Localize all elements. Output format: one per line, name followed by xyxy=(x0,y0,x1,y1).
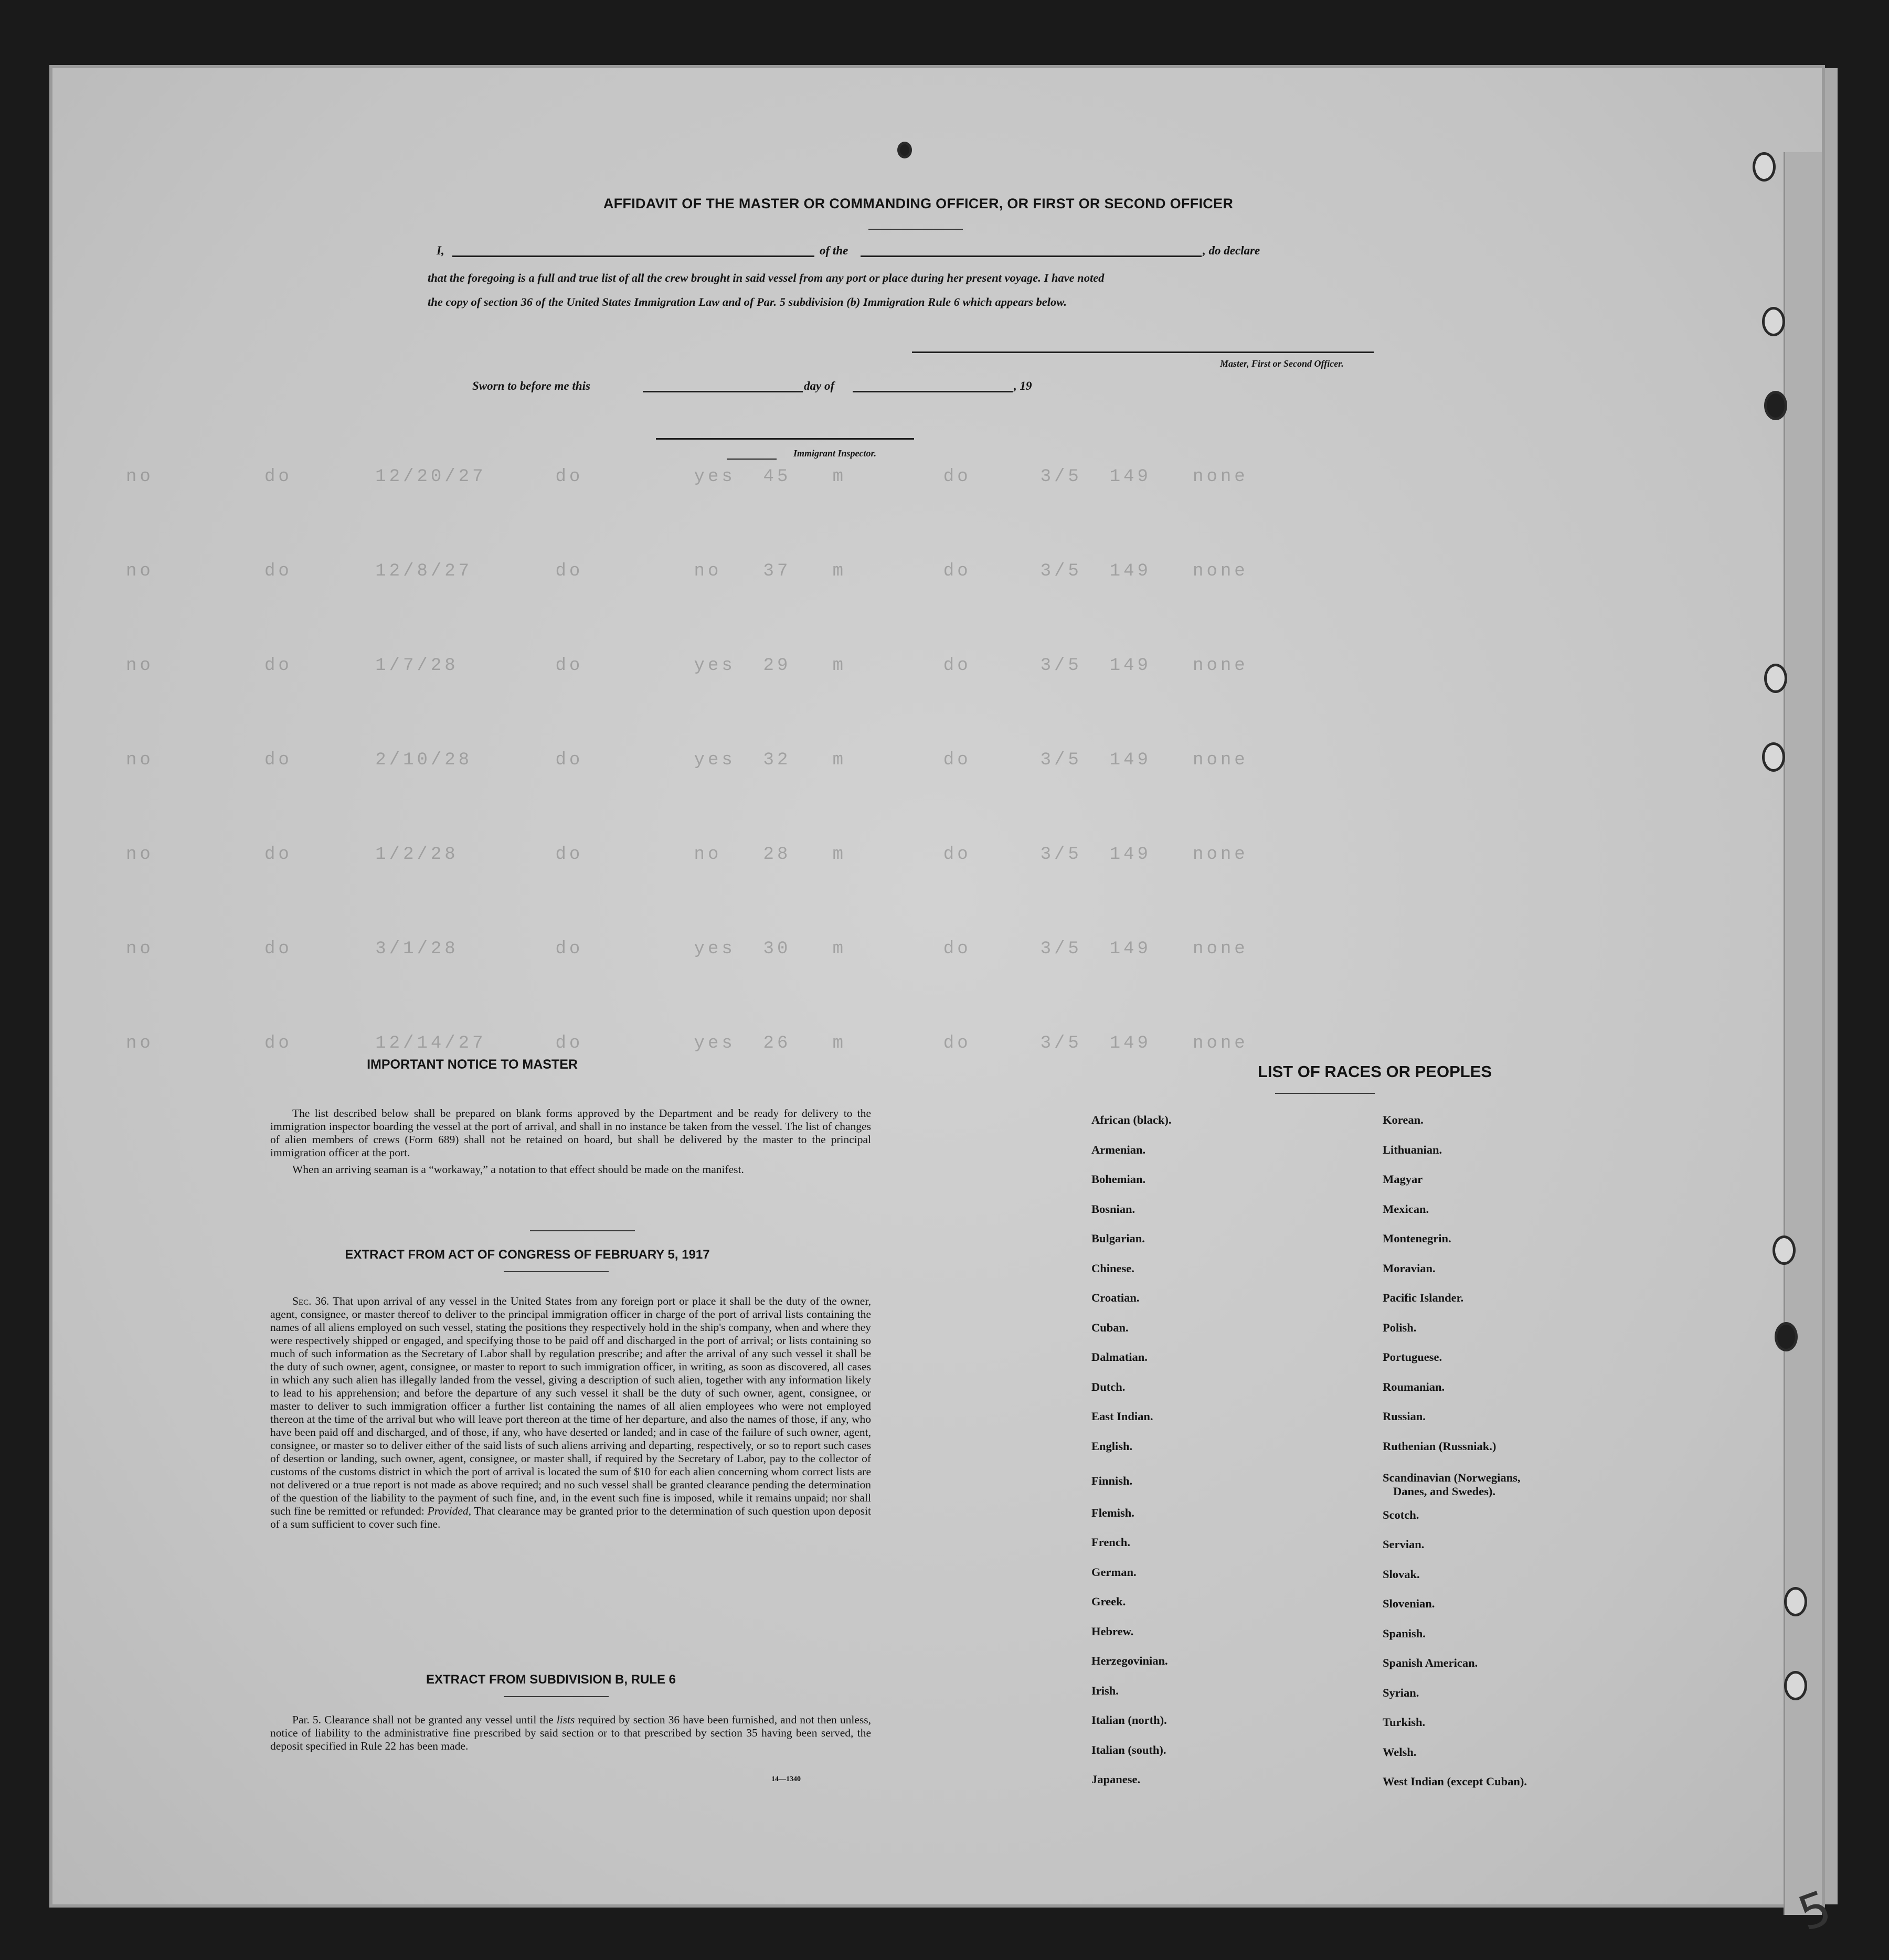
document-sheet: no do 12/20/27 do yes 45 m do 3/5 149 none no do 12/8/27 do no 37 m do 3/5 149 none no do 1/7/28 do yes 29 m do 3/5 149 none no do 2/10/28 do yes 32 m do 3/5 149 none no do 1/2/28 do no 28 m do 3/5 149 none no do 3/1/28 do yes 30 m do 3/5 149 none no do 12/14/27 do yes 26 m do 3/5 149 none AFFIDAVIT OF THE MASTER OR COMMANDING OFFICER, OR FIRST OR SECOND OFFICER I, of the , do declare that the foregoing is a full and true list of all the crew brought in said vessel from any port or place during her present voyage. I have noted the copy of section 36 of the United States Immigration Law and of Par. 5 subdivision (b) Immigration Rule 6 which appears below. Master, First or Second Officer. Sworn to before me this day of , 19 Immigrant Inspector. IMPORTANT NOTICE TO MASTER The list described below shall be prepared on blank forms approved by the Department and be ready for delivery to the immigration inspector boarding the vessel at the port of arrival, and shall in no instance be taken from the vessel. The list of changes of alien members of crews (Form 689) shall not be retained on board, but shall be delivered by the master to the principal immigration officer at the port. When an arriving seaman is a “workaway,” a notation to that effect should be made on the manifest. EXTRACT FROM ACT OF CONGRESS OF FEBRUARY 5, 1917 Sec. 36. That upon arrival of any vessel in the United States from any foreign port or place it shall be the duty of the owner, agent, consignee, or master thereof to deliver to the principal immigration officer in charge of the port of arrival lists containing the names of all aliens employed on such vessel, stating the positions they respectively hold in the ship's company, when and where they were respectively shipped or engaged, and specifying those to be paid off and discharged in the port of arrival; or lists containing so much of such information as the Secretary of Labor shall by regulation prescribe; and after the arrival of any such vessel it shall be the duty of such owner, agent, consignee, or master to report to such immigration officer, in writing, as soon as discovered, all cases in which any such alien has illegally landed from the vessel, giving a description of such alien, together with any information likely to lead to his apprehension; and before the departure of any such vessel it shall be the duty of such owner, agent, consignee, or master to deliver to such immigration officer a further list containing the names of all alien employees who were not employed thereon at the time of the arrival but who will leave port thereon at the time of her departure, and also the names of those, if any, who have been paid off and discharged, and of those, if any, who have deserted or landed; and in case of the failure of such owner, agent, consignee, or master so to deliver either of the said lists of such aliens arriving and departing, respectively, or so to report such cases of desertion or landing, such owner, agent, consignee, or master shall, if required by the Secretary of Labor, pay to the collector of customs of the customs district in which the port of arrival is located the sum of $10 for each alien concerning whom correct lists are not delivered or a true report is not made as above required; and no such vessel shall be granted clearance pending the determination of the question of the liability to the payment of such fine, and, in the event such fine is imposed, while it remains unpaid; nor shall such fine be remitted or refunded: Provided, That clearance may be granted prior to the determination of such question upon deposit of a sum sufficient to cover such fine. EXTRACT FROM SUBDIVISION B, RULE 6 Par. 5. Clearance shall not be granted any vessel until the lists required by section 36 have been furnished, and not then unless, notice of liability to the administrative fine prescribed by said section or to that prescribed by section 35 having been served, the deposit specified in Rule 22 has been made. 14—1340 LIST OF RACES OR PEOPLES African (black). Armenian. Bohemian. Bosnian. Bulgarian. Chinese. Croatian. Cuban. Dalmatian. Dutch. East Indian. English. Finnish. Flemish. French. German. Greek. Hebrew. Herzegovinian. Irish. Italian (north). Italian (south). Japanese. Korean. Lithuanian. Magyar Mexican. Montenegrin. Moravian. Pacific Islander. Polish. Portuguese. Roumanian. Russian. Ruthenian (Russniak.) Scandinavian (Norwegians, Danes, and Swedes). Scotch. Servian. Slovak. Slovenian. Spanish. Spanish American. Syrian. Turkish. Welsh. West Indian (except Cuban). 5 xyxy=(52,68,1822,1904)
race-item: Armenian. xyxy=(1091,1143,1146,1156)
race-item: East Indian. xyxy=(1091,1410,1153,1423)
extract-act-title: EXTRACT FROM ACT OF CONGRESS OF FEBRUARY 5, 1917 xyxy=(345,1248,710,1262)
inspector-caption: Immigrant Inspector. xyxy=(793,448,877,459)
race-item: Ruthenian (Russniak.) xyxy=(1383,1439,1497,1453)
divider xyxy=(1275,1093,1375,1094)
notice-paragraph-1: The list described below shall be prepared on blank forms approved by the Department and be ready for delivery to the immigration inspector boarding the vessel at the port of arrival, and shall in no instance be taken from the vessel. The list of changes of alien members of crews (Form 689) shall not be retained on board, but shall be delivered by the master to the principal immigration officer at the port. xyxy=(270,1107,871,1159)
punch-hole xyxy=(1784,1587,1807,1616)
affidavit-declare-text: , do declare xyxy=(1203,244,1260,257)
race-item: Spanish American. xyxy=(1383,1656,1478,1669)
proviso-text: That clearance may be granted prior to the determination of such question upon deposit of a sum sufficient to cover such fine. xyxy=(270,1505,871,1530)
race-item-continued: Danes, and Swedes). xyxy=(1393,1485,1496,1498)
sworn-label: Sworn to before me this xyxy=(472,379,590,392)
race-item: Russian. xyxy=(1383,1410,1426,1423)
race-item: Welsh. xyxy=(1383,1745,1417,1759)
race-item: Spanish. xyxy=(1383,1626,1426,1640)
divider xyxy=(504,1271,609,1272)
punch-hole xyxy=(897,142,912,158)
race-item: Dutch. xyxy=(1091,1380,1126,1393)
race-item: Roumanian. xyxy=(1383,1380,1445,1393)
race-item: Slovak. xyxy=(1383,1567,1420,1581)
race-item: Hebrew. xyxy=(1091,1624,1134,1638)
extract-act-text xyxy=(270,1295,871,1531)
declarant-name-field[interactable] xyxy=(452,255,814,257)
race-item: Flemish. xyxy=(1091,1506,1134,1519)
signature-caption: Master, First or Second Officer. xyxy=(1220,358,1344,369)
pencil-page-number: 5 xyxy=(1791,1880,1839,1942)
punch-hole xyxy=(1784,1671,1807,1700)
sworn-month-field[interactable] xyxy=(853,391,1013,392)
affidavit-vessel-label: of the xyxy=(820,244,848,257)
race-item: West Indian (except Cuban). xyxy=(1383,1775,1527,1788)
race-item: Italian (north). xyxy=(1091,1713,1167,1727)
race-item: Korean. xyxy=(1383,1113,1424,1126)
race-item: Lithuanian. xyxy=(1383,1143,1442,1156)
divider xyxy=(504,1696,609,1697)
race-item: Dalmatian. xyxy=(1091,1350,1148,1364)
affidavit-line-2: that the foregoing is a full and true list of all the crew brought in said vessel from any port or place during her present voyage. I have noted xyxy=(428,271,1105,284)
race-item: Chinese. xyxy=(1091,1261,1134,1275)
sworn-day-field[interactable] xyxy=(643,391,803,392)
race-item: Cuban. xyxy=(1091,1320,1129,1334)
race-item: Bohemian. xyxy=(1091,1173,1146,1186)
section-36-text: That upon arrival of any vessel in the United States from any foreign port or place it shall be the duty of the owner, agent, consignee, or master thereof to deliver to the principal immigration officer in charge of the port of arrival lists containing the names of all aliens employed on such vessel, stating the positions they respectively hold in the ship's company, when and where they were respectively shipped or engaged, and specifying those to be paid off and discharged in the port of arrival; or lists containing so much of such information as the Secretary of Labor shall by regulation prescribe; and after the arrival of any such vessel it shall be the duty of such owner, agent, consignee, or master to report to such immigration officer, in writing, as soon as discovered, all cases in which any such alien has illegally landed from the vessel, giving a description of such alien, together with any information likely to lead to his apprehension; and before the departure of any such vessel it shall be the duty of such owner, agent, consignee, or master to deliver to such immigration officer a further list containing the names of all alien employees who were not employed thereon at the time of the arrival but who will leave port thereon at the time of her departure, and also the names of those, if any, who have been paid off and discharged, and of those, if any, who have deserted or landed; and in case of the failure of such owner, agent, consignee, or master so to deliver either of the said lists of such aliens arriving and departing, respectively, or so to report such cases of desertion or landing, such owner, agent, consignee, or master shall, if required by the Secretary of Labor, pay to the collector of customs of the customs district in which the port of arrival is located the sum of $10 for each alien concerning whom correct lists are not delivered or a true report is not made as above required; and no such vessel shall be granted clearance pending the determination of the question of the liability to the payment of such fine, and, in the event such fine is imposed, while it remains unpaid; nor shall such fine be remitted or refunded: xyxy=(270,1295,871,1517)
notice-paragraph-2: When an arriving seaman is a “workaway,” a notation to that effect should be made on the manifest. xyxy=(292,1163,744,1176)
notice-title: IMPORTANT NOTICE TO MASTER xyxy=(367,1057,578,1072)
rule-text-a: Par. 5. Clearance shall not be granted any vessel until the xyxy=(292,1713,554,1726)
race-item: Italian (south). xyxy=(1091,1743,1166,1756)
affidavit-declarant-label: I, xyxy=(437,244,444,257)
signature-line[interactable] xyxy=(912,351,1374,353)
race-item: Mexican. xyxy=(1383,1202,1429,1216)
race-item: Japanese. xyxy=(1091,1773,1141,1786)
rule-text-b: required by section 36 have been furnished, and not then unless, notice of liability to the administrative fine prescribed by said section or to that prescribed by section 35 having been served, the deposit specified in Rule 22 has been made. xyxy=(270,1713,871,1752)
race-item: Pacific Islander. xyxy=(1383,1291,1464,1304)
punch-hole xyxy=(1764,391,1787,420)
race-item: Servian. xyxy=(1383,1538,1425,1551)
punch-hole xyxy=(1773,1235,1796,1265)
race-item: Turkish. xyxy=(1383,1716,1426,1729)
punch-hole xyxy=(1762,742,1785,772)
vessel-name-field[interactable] xyxy=(861,255,1202,257)
race-item: Portuguese. xyxy=(1383,1350,1442,1364)
race-item: Bosnian. xyxy=(1091,1202,1135,1216)
race-item: Moravian. xyxy=(1383,1261,1436,1275)
race-item: Magyar xyxy=(1383,1173,1423,1186)
race-item: Scotch. xyxy=(1383,1508,1419,1521)
race-item: Montenegrin. xyxy=(1383,1232,1451,1245)
races-title: LIST OF RACES OR PEOPLES xyxy=(1257,1062,1492,1081)
race-item: Irish. xyxy=(1091,1684,1119,1697)
sworn-year-label: , 19 xyxy=(1014,379,1032,392)
affidavit-title: AFFIDAVIT OF THE MASTER OR COMMANDING OFFICER, OR FIRST OR SECOND OFFICER xyxy=(603,196,1234,211)
section-label: Sec. 36. xyxy=(292,1295,330,1307)
inspector-underline xyxy=(727,459,777,460)
race-item: Slovenian. xyxy=(1383,1597,1435,1610)
race-item: Herzegovinian. xyxy=(1091,1654,1168,1667)
race-item: Bulgarian. xyxy=(1091,1232,1145,1245)
race-item: German. xyxy=(1091,1565,1137,1579)
race-item: Polish. xyxy=(1383,1320,1417,1334)
race-item: French. xyxy=(1091,1536,1130,1549)
extract-rule-title: EXTRACT FROM SUBDIVISION B, RULE 6 xyxy=(426,1673,676,1687)
race-item: Scandinavian (Norwegians, xyxy=(1383,1471,1521,1484)
punch-hole xyxy=(1753,152,1776,182)
race-item: African (black). xyxy=(1091,1113,1172,1126)
sworn-day-of-label: day of xyxy=(804,379,835,392)
divider xyxy=(868,229,963,230)
divider xyxy=(530,1230,635,1231)
punch-hole xyxy=(1764,664,1787,693)
punch-hole xyxy=(1762,307,1785,336)
page-edge xyxy=(1784,152,1822,1915)
notice-text xyxy=(270,1107,871,1176)
race-item: Finnish. xyxy=(1091,1474,1133,1487)
race-item: Croatian. xyxy=(1091,1291,1140,1304)
proviso-label: Provided, xyxy=(427,1505,471,1517)
punch-hole xyxy=(1775,1322,1798,1351)
race-item: Syrian. xyxy=(1383,1686,1419,1699)
form-number: 14—1340 xyxy=(771,1775,801,1783)
inspector-signature-line[interactable] xyxy=(656,438,914,440)
affidavit-line-3: the copy of section 36 of the United States Immigration Law and of Par. 5 subdivision (b) Immigration Rule 6 which appears below. xyxy=(428,295,1067,308)
race-item: Greek. xyxy=(1091,1595,1126,1608)
race-item: English. xyxy=(1091,1439,1133,1453)
extract-rule-text xyxy=(270,1713,871,1753)
rule-text-lists: lists xyxy=(556,1713,575,1726)
